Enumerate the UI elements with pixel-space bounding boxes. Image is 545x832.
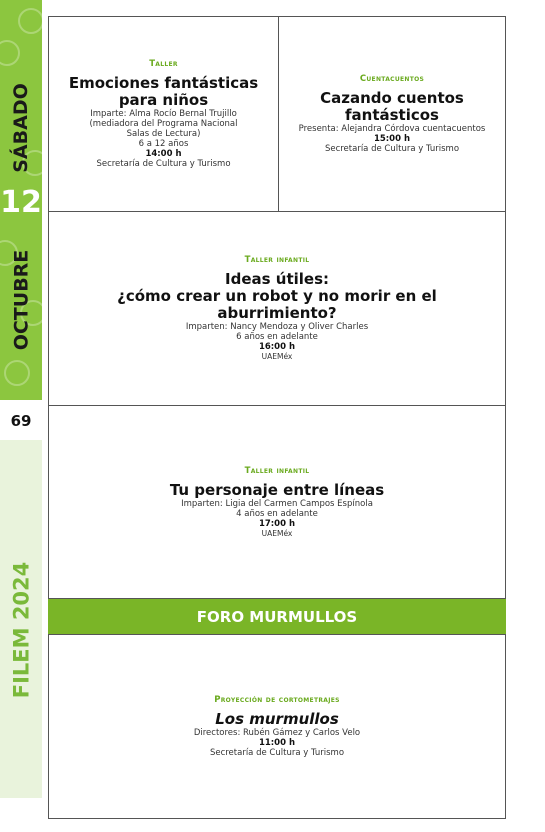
event-card-screening — [48, 634, 506, 819]
event-organizer: UAEMéx — [261, 528, 293, 538]
event-organizer: Secretaría de Cultura y Turismo — [209, 748, 345, 758]
event-title: Emociones fantásticas para niños — [68, 74, 259, 109]
event-title: Tu personaje entre líneas — [169, 480, 385, 499]
event-detail: 4 años en adelante — [236, 508, 318, 519]
event-category: Taller infantil — [244, 465, 310, 476]
event-time: 16:00 h — [258, 342, 296, 352]
event-organizer: Secretaría de Cultura y Turismo — [96, 159, 231, 169]
festival-label: FILEM 2024 — [9, 561, 34, 699]
event-card-tu-personaje — [48, 405, 506, 599]
event-organizer: UAEMéx — [261, 352, 293, 361]
event-time: 11:00 h — [258, 738, 296, 748]
weekday-label: SÁBADO — [10, 82, 32, 173]
event-detail: 6 años en adelante — [236, 332, 318, 342]
day-number: 12 — [0, 184, 42, 220]
event-time: 15:00 h — [373, 134, 411, 144]
event-detail: Imparten: Ligia del Carmen Campos Espínola — [181, 498, 373, 509]
event-card-taller — [48, 16, 279, 212]
event-category: Cuentacuentos — [359, 74, 425, 84]
event-detail: Presenta: Alejandra Córdova cuentacuentos — [298, 124, 486, 134]
event-card-cuentacuentos — [278, 16, 506, 212]
event-time: 14:00 h — [145, 149, 182, 159]
event-detail: 6 a 12 años — [138, 139, 189, 149]
event-organizer: Secretaría de Cultura y Turismo — [324, 144, 460, 154]
schedule-grid — [48, 16, 506, 819]
event-detail: Imparten: Nancy Mendoza y Oliver Charles — [185, 322, 369, 332]
event-card-ideas-utiles — [48, 211, 506, 406]
event-time: 17:00 h — [258, 518, 296, 529]
event-category: Proyección de cortometrajes — [214, 695, 340, 705]
section-header: FORO MURMULLOS — [48, 598, 506, 635]
event-detail: (mediadora del Programa Nacional — [89, 119, 238, 129]
month-label: OCTUBRE — [10, 249, 33, 351]
event-title: Ideas útiles: ¿cómo crear un robot y no morir en el aburrimiento? — [117, 270, 437, 322]
event-detail: Directores: Rubén Gámez y Carlos Velo — [193, 728, 361, 738]
event-detail: Salas de Lectura) — [126, 129, 201, 139]
event-category: Taller — [149, 59, 178, 69]
event-title: Los murmullos — [215, 710, 339, 728]
page-number: 69 — [10, 412, 32, 430]
event-title: Cazando cuentos fantásticos — [320, 89, 464, 124]
event-detail: Imparte: Alma Rocío Bernal Trujillo — [90, 109, 237, 119]
event-category: Taller infantil — [244, 255, 310, 265]
